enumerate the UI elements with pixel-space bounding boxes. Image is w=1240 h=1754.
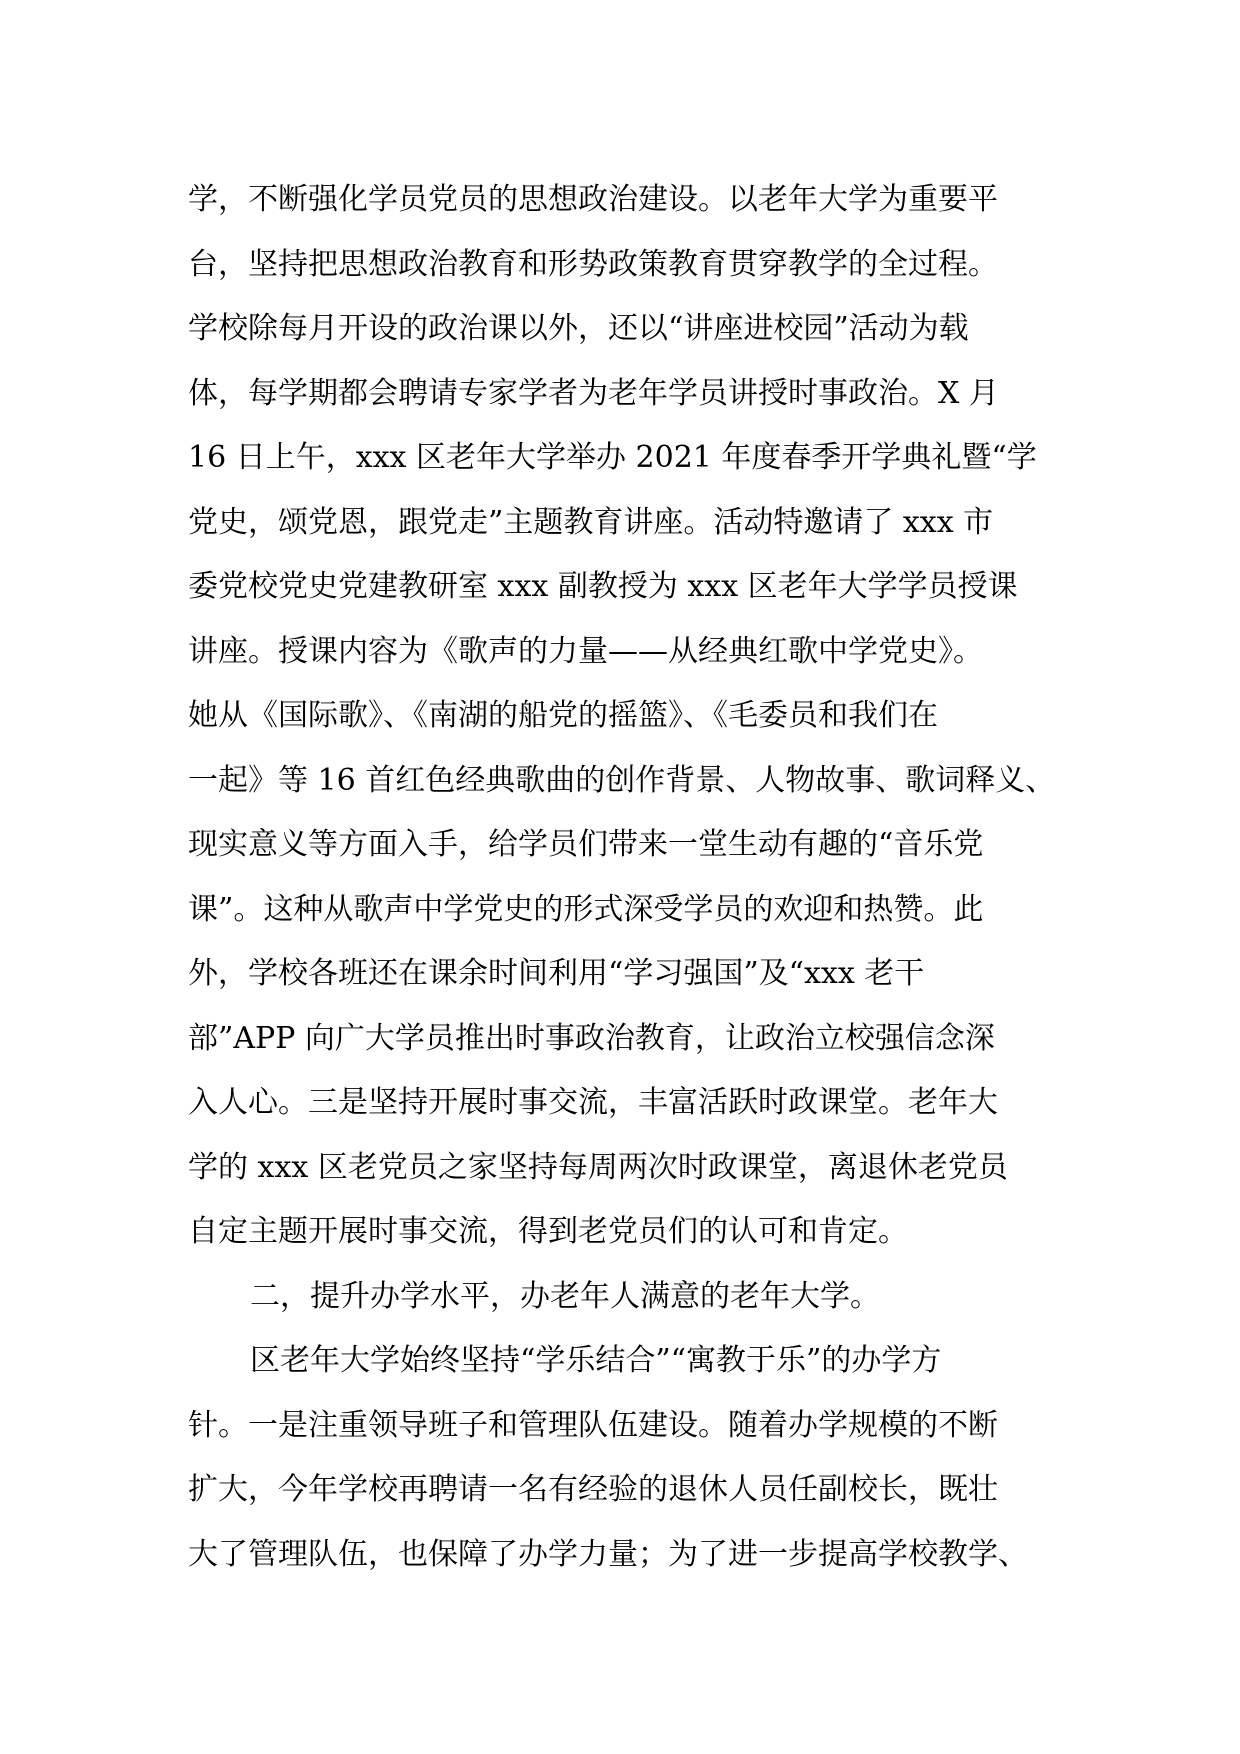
text-line: 课”。这种从歌声中学党史的形式深受学员的欢迎和热赞。此: [188, 891, 984, 927]
text-line: 学的 xxx 区老党员之家坚持每周两次时政课堂，离退休老党员: [188, 1149, 1008, 1185]
text-line: 针。一是注重领导班子和管理队伍建设。随着办学规模的不断: [188, 1407, 998, 1443]
text-line: 入人心。三是坚持开展时事交流，丰富活跃时政课堂。老年大: [188, 1085, 998, 1120]
text-line: 她从《国际歌》、《南湖的船党的摇篮》、《毛委员和我们在: [188, 698, 938, 733]
text-line: 部”APP 向广大学员推出时事政治教育，让政治立校强信念深: [188, 1020, 995, 1056]
text-line: 体，每学期都会聘请专家学者为老年学员讲授时事政治。X 月: [188, 375, 999, 411]
text-line: 二，提升办学水平，办老年人满意的老年大学。: [250, 1278, 880, 1314]
text-line: 扩大，今年学校再聘请一名有经验的退休人员任副校长，既壮: [188, 1472, 998, 1507]
text-line: 一起》等 16 首红色经典歌曲的创作背景、人物故事、歌词释义、: [188, 762, 1056, 798]
text-line: 区老年大学始终坚持“学乐结合”“寓教于乐”的办学方: [250, 1343, 942, 1378]
text-line: 大了管理队伍，也保障了办学力量；为了进一步提高学校教学、: [188, 1536, 1028, 1572]
body-text: [188, 168, 1068, 1587]
text-line: 16 日上午，xxx 区老年大学举办 2021 年度春季开学典礼暨“学: [188, 440, 1037, 475]
text-line: 学校除每月开设的政治课以外，还以“讲座进校园”活动为载: [188, 311, 969, 346]
text-line: 外，学校各班还在课余时间利用“学习强国”及“xxx 老干: [188, 956, 925, 991]
text-line: 讲座。授课内容为《歌声的力量——从经典红歌中学党史》。: [188, 633, 983, 669]
text-line: 学，不断强化学员党员的思想政治建设。以老年大学为重要平: [188, 182, 998, 217]
text-line: 现实意义等方面入手，给学员们带来一堂生动有趣的“音乐党: [188, 827, 984, 862]
text-line: 自定主题开展时事交流，得到老党员们的认可和肯定。: [188, 1214, 908, 1249]
text-line: 台，坚持把思想政治教育和形势政策教育贯穿教学的全过程。: [188, 246, 998, 282]
text-line: 委党校党史党建教研室 xxx 副教授为 xxx 区老年大学学员授课: [188, 569, 1018, 604]
text-line: 党史，颂党恩，跟党走”主题教育讲座。活动特邀请了 xxx 市: [188, 504, 994, 540]
